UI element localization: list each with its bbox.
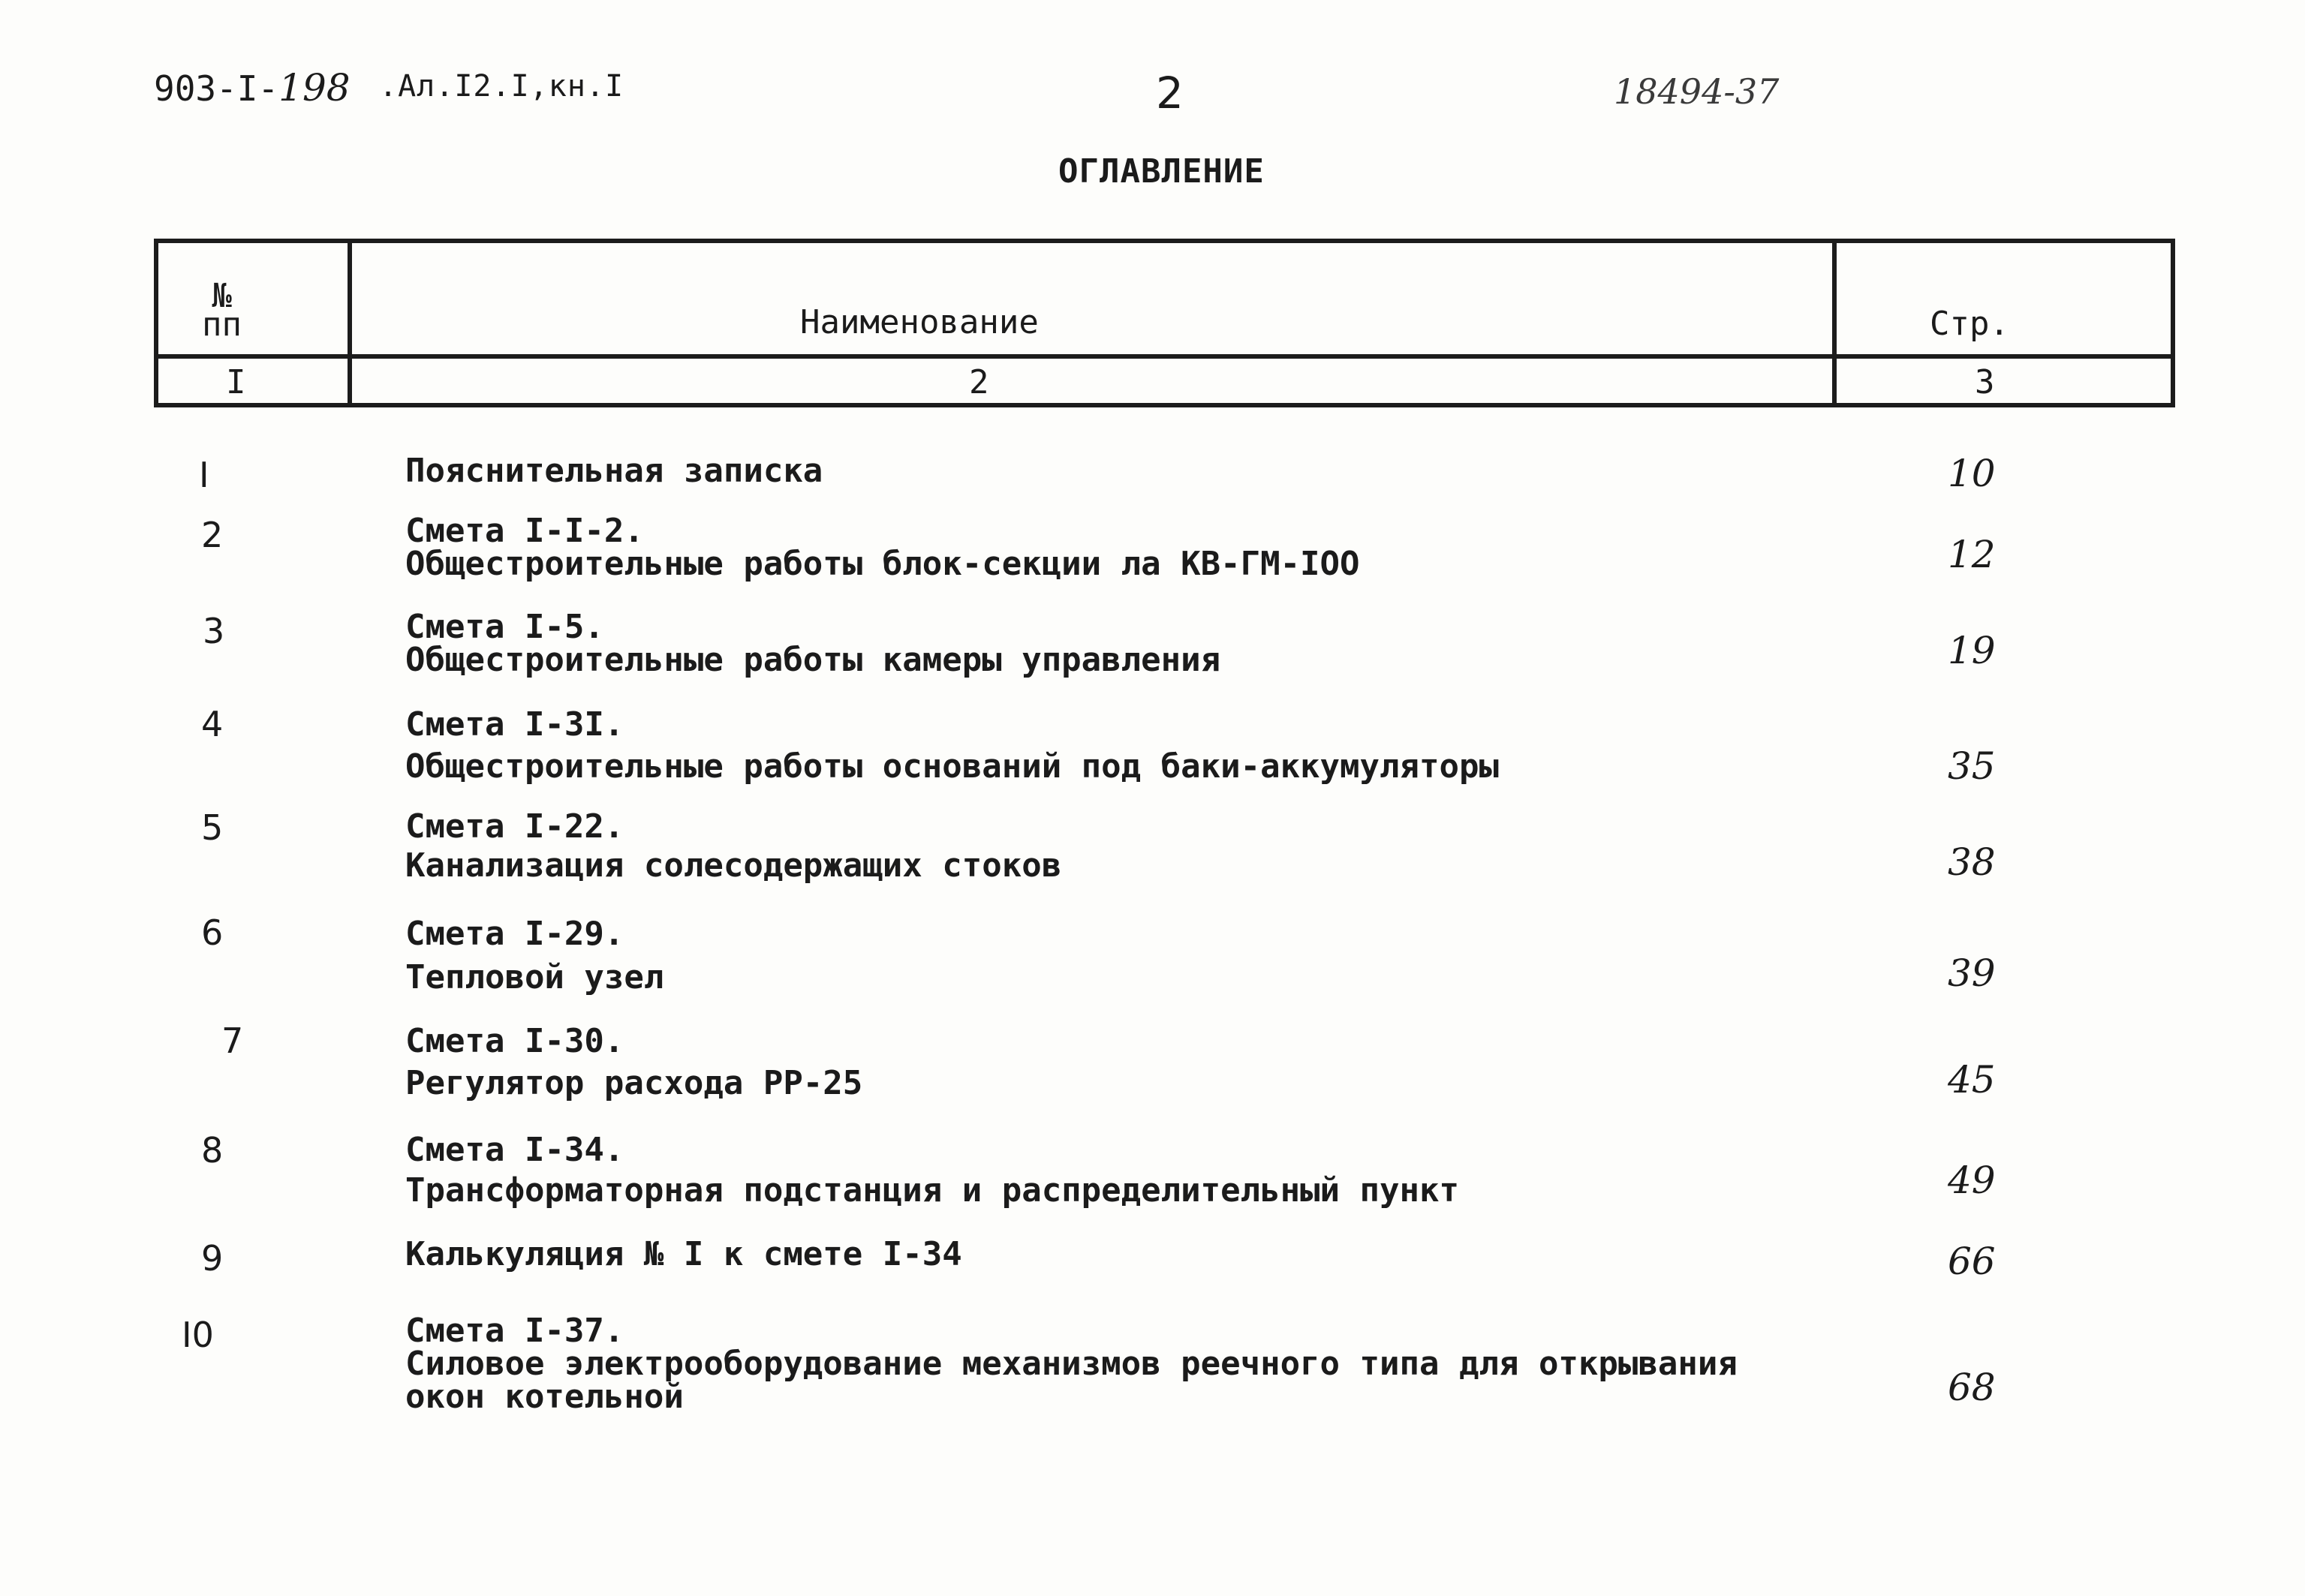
column-index-2: 2	[969, 363, 989, 401]
header-divider	[158, 354, 2171, 359]
row-page: 68	[1948, 1366, 1996, 1409]
row-number: 2	[201, 515, 224, 555]
row-line: Смета I-5.	[405, 608, 604, 646]
row-number: I	[199, 455, 209, 495]
row-page: 35	[1948, 744, 1996, 788]
row-title	[405, 1130, 1459, 1211]
row-page: 49	[1948, 1159, 1996, 1202]
row-page: 38	[1948, 840, 1996, 884]
row-title	[405, 512, 1360, 583]
row-page: 19	[1948, 629, 1996, 672]
column-header-name: Наименование	[800, 303, 1039, 341]
row-number: 4	[201, 704, 224, 744]
row-title	[405, 704, 1499, 788]
row-line: Силовое электрооборудование механизмов реечного типа для открывания	[405, 1345, 1738, 1383]
row-line: Общестроительные работы блок-секции ла КВ-ГМ-IОО	[405, 545, 1360, 583]
row-number: 8	[201, 1130, 224, 1171]
row-number: 9	[201, 1238, 224, 1279]
row-line: Калькуляция № I к смете I-34	[405, 1235, 962, 1273]
sheet-reference: .Ал.I2.I,кн.I	[379, 69, 624, 104]
row-title	[405, 807, 1061, 885]
row-page: 39	[1948, 951, 1996, 995]
inventory-number: 18494-37	[1614, 71, 1780, 112]
column-index-3: 3	[1975, 363, 1995, 401]
row-title	[405, 1312, 1738, 1416]
column-header-page: Стр.	[1930, 305, 2009, 343]
row-number: 6	[201, 912, 224, 953]
column-header-number-abbr: пп	[202, 305, 242, 344]
row-line: Смета I-3I.	[405, 705, 624, 744]
project-code-prefix: 903-I-	[154, 68, 279, 109]
project-code	[154, 66, 351, 110]
row-line: Тепловой узел	[405, 958, 664, 996]
column-index-1: I	[226, 363, 246, 401]
row-line: Смета I-I-2.	[405, 512, 644, 550]
row-title	[405, 452, 823, 490]
row-line: Смета I-30.	[405, 1022, 624, 1060]
row-line: Канализация солесодержащих стоков	[405, 846, 1062, 885]
row-line: Общестроительные работы оснований под баки-аккумуляторы	[405, 747, 1499, 786]
row-title	[405, 608, 1221, 679]
row-line: Смета I-34.	[405, 1131, 624, 1169]
column-header-number-sign: №	[212, 277, 232, 315]
column-header-number	[202, 277, 242, 344]
row-line: Трансформаторная подстанция и распределительный пункт	[405, 1171, 1459, 1210]
row-title	[405, 912, 664, 999]
row-page: 10	[1948, 452, 1996, 495]
row-number: 5	[201, 807, 224, 848]
table-header	[154, 239, 2175, 407]
row-title	[405, 1020, 862, 1105]
page-number: 2	[1156, 68, 1184, 119]
row-number: 7	[221, 1020, 244, 1061]
row-title	[405, 1235, 962, 1273]
column-divider	[1832, 243, 1837, 403]
row-page: 45	[1948, 1058, 1996, 1102]
row-line: Пояснительная записка	[405, 452, 823, 490]
row-number: 3	[203, 611, 225, 651]
row-line: Смета I-37.	[405, 1312, 624, 1350]
row-line: Смета I-22.	[405, 807, 624, 846]
row-line: Общестроительные работы камеры управления	[405, 641, 1221, 679]
row-line: окон котельной	[405, 1378, 684, 1416]
column-divider	[348, 243, 352, 403]
document-title: ОГЛАВЛЕНИЕ	[1058, 152, 1265, 191]
row-line: Регулятор расхода РР-25	[405, 1064, 863, 1102]
row-line: Смета I-29.	[405, 915, 624, 953]
row-number: I0	[182, 1315, 214, 1355]
project-code-handwritten: 198	[278, 66, 351, 110]
row-page: 12	[1948, 533, 1996, 576]
row-page: 66	[1948, 1240, 1996, 1283]
